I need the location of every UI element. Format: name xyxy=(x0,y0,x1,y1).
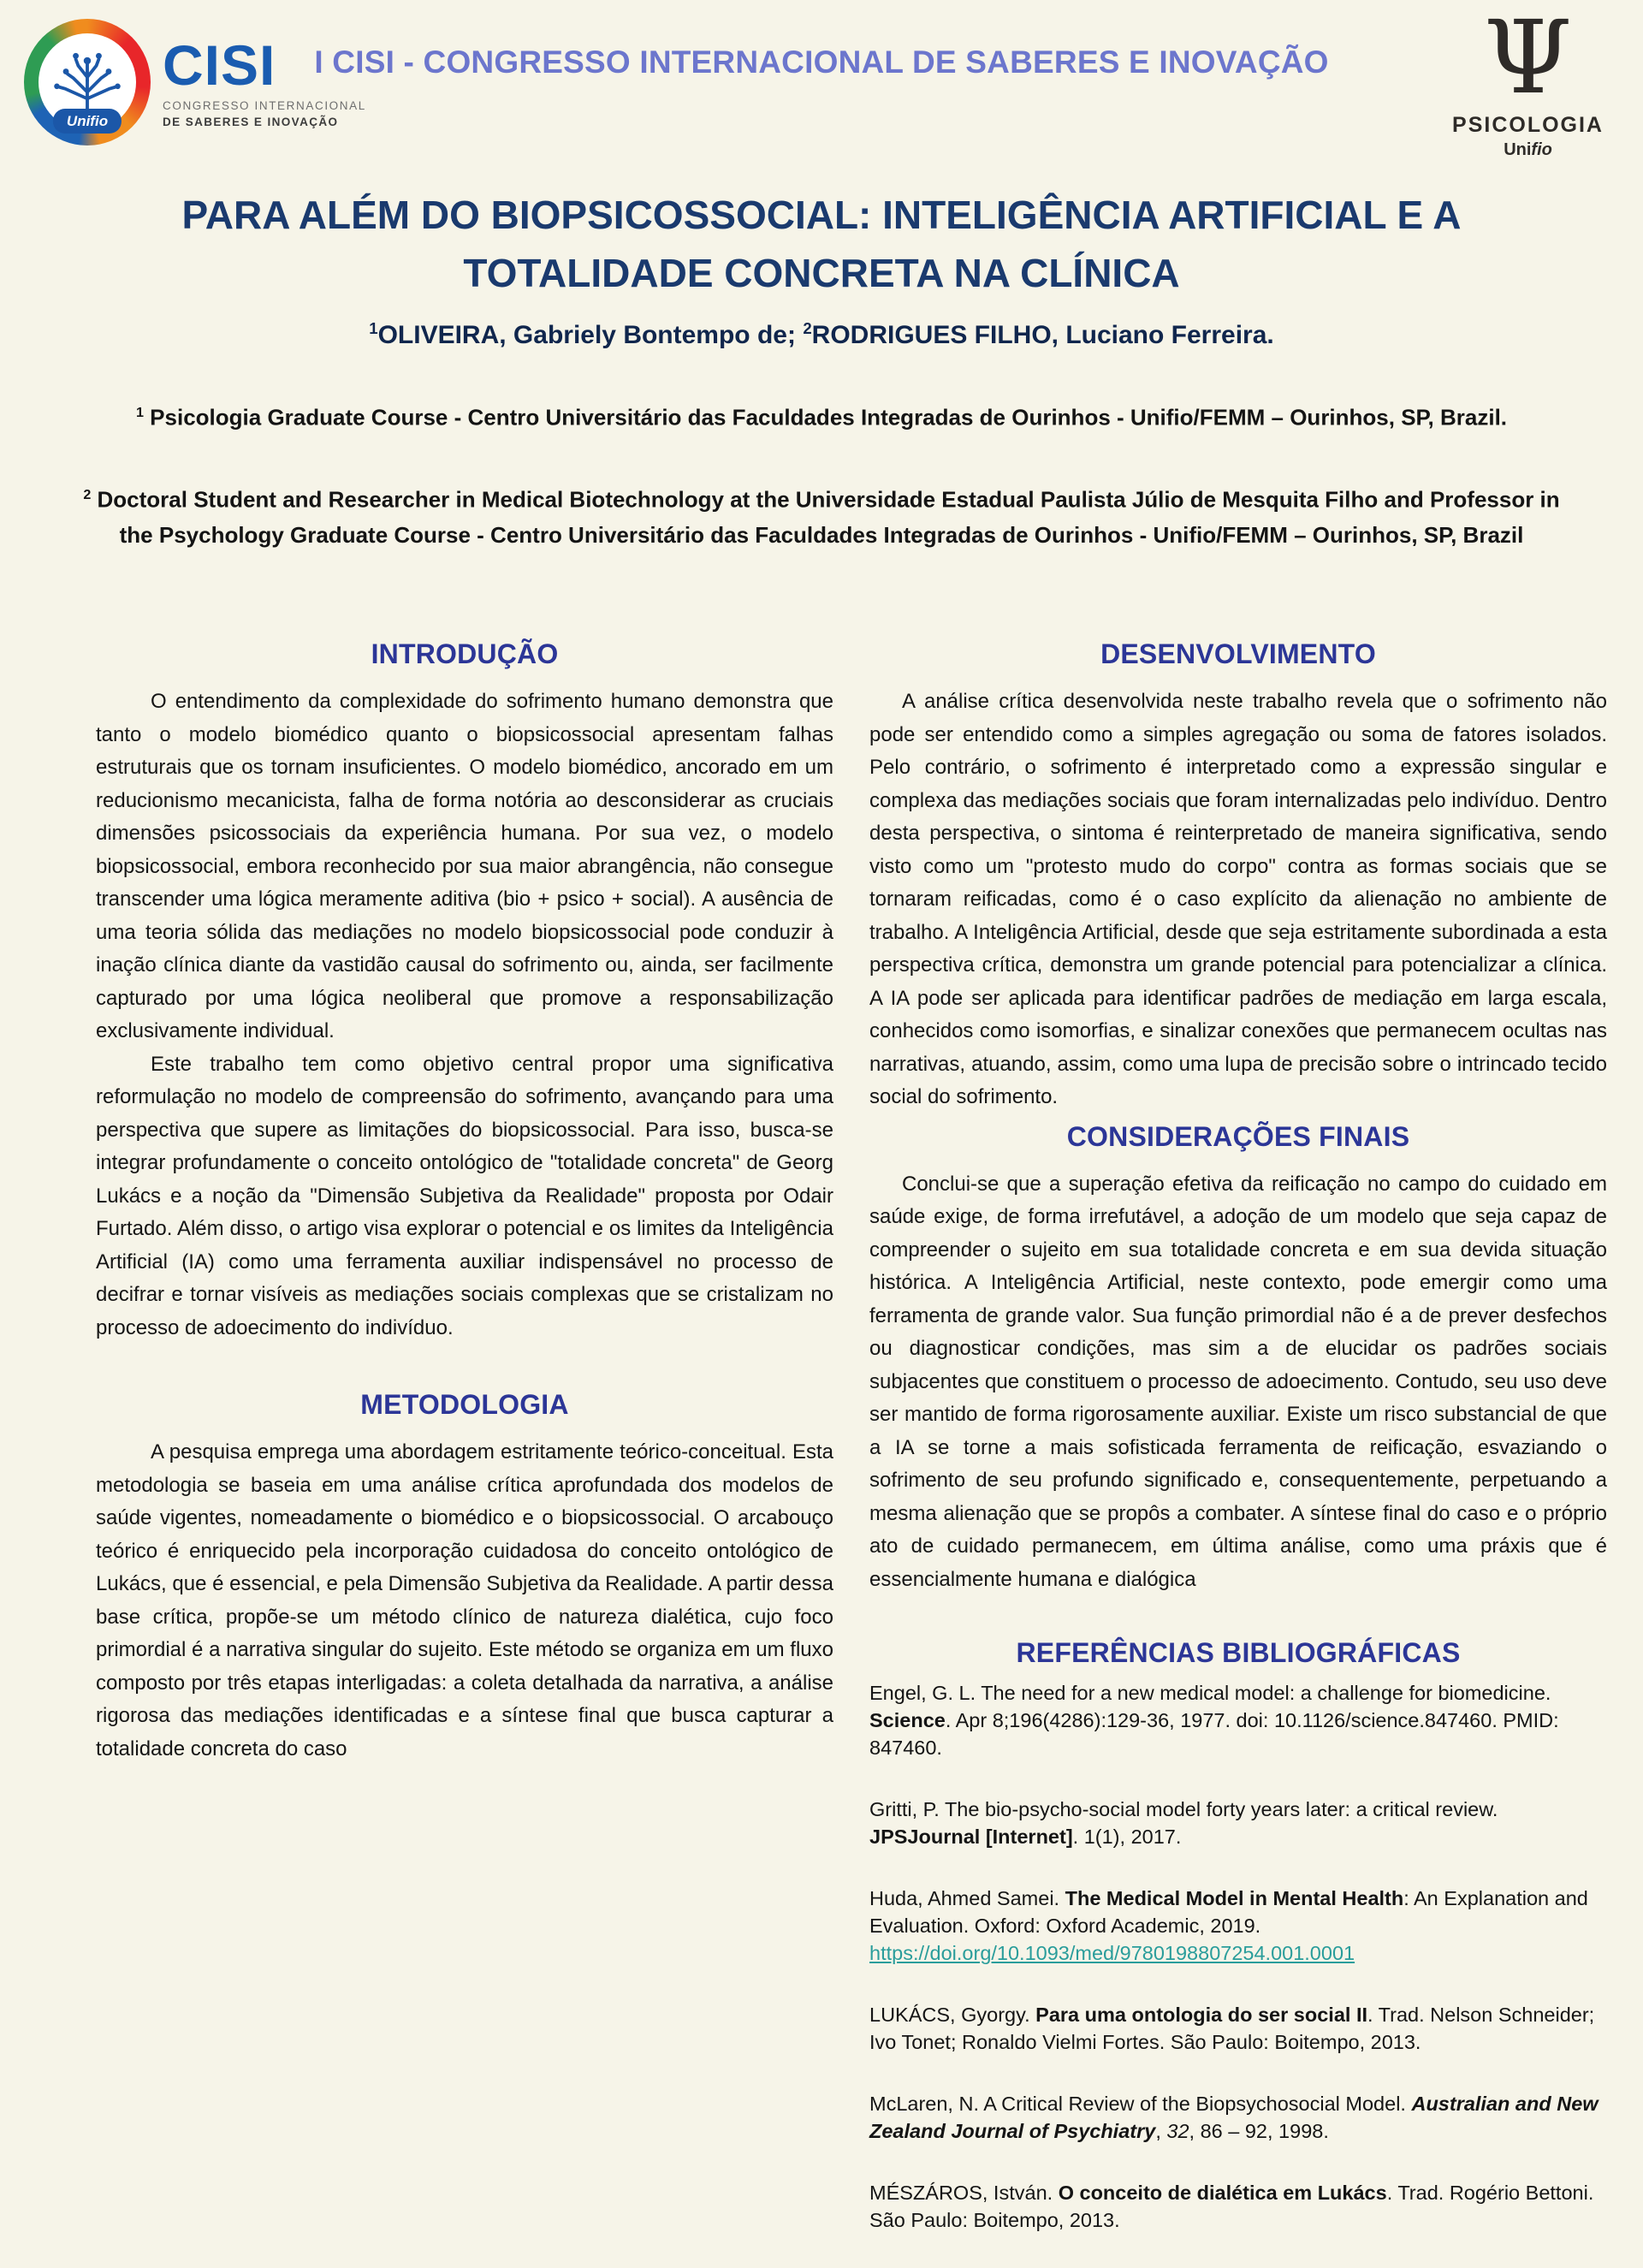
cisi-ring-icon xyxy=(24,19,151,145)
reference-text: Gritti, P. The bio-psycho-social model forty years later: a critical review. xyxy=(869,1798,1498,1821)
reference-text: . Trad. Rogério Bettoni. São Paulo: Boitempo, 2013. xyxy=(869,2182,1594,2232)
poster-body xyxy=(0,638,1643,2268)
unifio-brand-fio: fio xyxy=(1531,140,1552,159)
reference-text: . Apr 8;196(4286):129-36, 1977. doi: 10.1126/science.847460. PMID: 847460. xyxy=(869,1709,1559,1760)
congress-banner-title: I CISI - CONGRESSO INTERNACIONAL DE SABERES E INOVAÇÃO xyxy=(314,45,1329,80)
affiliation-2 xyxy=(77,477,1566,554)
poster-title xyxy=(120,186,1523,302)
header xyxy=(0,0,1643,167)
unifio-badge: Unifio xyxy=(53,109,122,134)
reference-text: Para uma ontologia do ser social II xyxy=(1035,2004,1368,2027)
reference-text: , 86 – 92, 1998. xyxy=(1189,2120,1329,2143)
reference-text: Huda, Ahmed Samei. xyxy=(869,1887,1065,1910)
affiliation-1-text: Psicologia Graduate Course - Centro Universitário das Faculdades Integradas de Ourinhos - Unifio/FEMM – Ourinhos, SP, Brazil. xyxy=(143,404,1508,430)
metodologia-paragraph: A pesquisa emprega uma abordagem estritamente teórico-conceitual. Esta metodologia se baseia em uma análise crítica aprofundada dos modelos de saúde vigentes, nomeadamente o biomédico e o biopsicossocial. O arcabouço teórico é enriquecido pela incorporação cuidadosa do conceito ontológico de Lukács, que é essencial, e pela Dimensão Subjetiva da Realidade. A partir dessa base crítica, propõe-se um método clínico de natureza dialética, cujo foco primordial é a narrativa singular do sujeito. Este método se organiza em um fluxo composto por três etapas interligadas: a coleta detalhada da narrativa, a análise rigorosa das mediações identificadas e a síntese final que busca capturar a totalidade concreta do caso xyxy=(96,1440,833,1760)
author-name-1: OLIVEIRA, Gabriely Bontempo de; xyxy=(377,321,804,349)
reference-text: : An Explanation and Evaluation. Oxford: Oxford Academic, 2019. xyxy=(869,1887,1588,1938)
reference-text: Engel, G. L. The need for a new medical model: a challenge for biomedicine. xyxy=(869,1682,1551,1705)
reference-doi-link[interactable]: https://doi.org/10.1093/med/9780198807254.001.0001 xyxy=(869,1942,1355,1965)
references-list xyxy=(869,1679,1607,2234)
introducao-heading: INTRODUÇÃO xyxy=(371,638,559,670)
reference-text: MÉSZÁROS, István. xyxy=(869,2182,1059,2205)
reference-text: , xyxy=(1155,2120,1167,2143)
reference-text: . Trad. Nelson Schneider; Ivo Tonet; Ronaldo Vielmi Fortes. São Paulo: Boitempo, 2013. xyxy=(869,2004,1595,2054)
unifio-brand-uni: Uni xyxy=(1504,140,1532,159)
reference-text: LUKÁCS, Gyorgy. xyxy=(869,2004,1036,2027)
metodologia-heading: METODOLOGIA xyxy=(360,1389,569,1421)
cisi-subtitle-line2: DE SABERES E INOVAÇÃO xyxy=(163,115,339,128)
author-name-2: RODRIGUES FILHO, Luciano Ferreira. xyxy=(811,321,1274,349)
affiliation-1-superscript: 1 xyxy=(135,405,144,420)
column-right xyxy=(869,638,1607,2268)
poster-title-line2: TOTALIDADE CONCRETA NA CLÍNICA xyxy=(463,251,1180,295)
psicologia-logo xyxy=(1452,0,1604,160)
reference-item xyxy=(869,1885,1607,1967)
psicologia-label: PSICOLOGIA xyxy=(1452,112,1604,137)
cisi-subtitle-line1: CONGRESSO INTERNACIONAL xyxy=(163,99,366,112)
reference-text: JPSJournal [Internet] xyxy=(869,1826,1073,1849)
affiliation-2-text: Doctoral Student and Researcher in Medical Biotechnology at the Universidade Estadual Paulista Júlio de Mesquita Filho and Professor in the Psychology Graduate Course - Centro Universitário das Faculdades Integradas de Ourinhos - Unifio/FEMM – Ourinhos, SP, Brazil xyxy=(91,486,1560,549)
cisi-wordmark: CISI xyxy=(163,33,276,97)
reference-text: O conceito de dialética em Lukács xyxy=(1058,2182,1387,2205)
column-left xyxy=(96,638,833,1766)
consideracoes-finais-heading: CONSIDERAÇÕES FINAIS xyxy=(1066,1120,1410,1152)
psi-icon: Ψ xyxy=(1483,0,1573,116)
reference-item xyxy=(869,2001,1607,2056)
authors-line xyxy=(0,319,1643,350)
desenvolvimento-heading: DESENVOLVIMENTO xyxy=(1100,638,1376,670)
cisi-logo xyxy=(24,19,366,145)
reference-text: McLaren, N. A Critical Review of the Biopsychosocial Model. xyxy=(869,2093,1412,2116)
reference-text: 32 xyxy=(1166,2120,1189,2143)
desenvolvimento-paragraph: A análise crítica desenvolvida neste trabalho revela que o sofrimento não pode ser entendido como a simples agregação ou soma de fatores isolados. Pelo contrário, o sofrimento é interpretado como a expressão singular e complexa das mediações sociais que foram internalizadas pelo indivíduo. Dentro desta perspectiva, o sintoma é reinterpretado de maneira significativa, sendo visto como um "protesto mudo do corpo" contra as formas sociais que se tornaram reificadas, como é o caso explícito da alienação no ambiente de trabalho. A Inteligência Artificial, desde que seja estritamente subordinada a esta perspectiva crítica, demonstra um grande potencial para potencializar a clínica. A IA pode ser aplicada para identificar padrões de mediação em larga escala, conhecidos como isomorfias, e sinalizar conexões que permanecem ocultas nas narrativas, atuando, assim, como uma lupa de precisão sobre o intrincado tecido social do sofrimento. xyxy=(869,690,1607,1109)
author-superscript-1: 1 xyxy=(369,319,378,337)
reference-item xyxy=(869,2179,1607,2234)
affiliation-1 xyxy=(77,395,1566,436)
author-superscript-2: 2 xyxy=(803,319,812,337)
introducao-paragraph-2: Este trabalho tem como objetivo central propor uma significativa reformulação no modelo de compreensão do sofrimento, avançando para uma perspectiva que supere as limitações do biopsicossocial. Para isso, busca-se integrar profundamente o conceito ontológico de "totalidade concreta" de Georg Lukács e a noção da "Dimensão Subjetiva da Realidade" proposta por Odair Furtado. Além disso, o artigo visa explorar o potencial e os limites da Inteligência Artificial (IA) como uma ferramenta auxiliar indispensável no processo de decifrar e tornar visíveis as mediações sociais complexas que se cristalizam no processo de adoecimento do indivíduo. xyxy=(96,1052,833,1339)
introducao-paragraph-1: O entendimento da complexidade do sofrimento humano demonstra que tanto o modelo biomédico quanto o biopsicossocial apresentam falhas estruturais que os tornam insuficientes. O modelo biomédico, ancorado em um reducionismo mecanicista, falha de forma notória ao desconsiderar as cruciais dimensões psicossociais da experiência humana. Por sua vez, o modelo biopsicossocial, embora reconhecido por sua maior abrangência, não consegue transcender uma lógica meramente aditiva (bio + psico + social). A ausência de uma teoria sólida das mediações no modelo biopsicossocial pode conduzir à inação clínica diante da vastidão causal do sofrimento ou, ainda, ser facilmente capturado por uma lógica neoliberal que promove a responsabilização exclusivamente individual. xyxy=(96,690,833,1043)
affiliation-2-superscript: 2 xyxy=(83,486,92,502)
referencias-heading: REFERÊNCIAS BIBLIOGRÁFICAS xyxy=(1016,1637,1461,1669)
reference-item xyxy=(869,1679,1607,1761)
reference-text: . 1(1), 2017. xyxy=(1072,1826,1182,1849)
consideracoes-finais-paragraph: Conclui-se que a superação efetiva da reificação no campo do cuidado em saúde exige, de forma irrefutável, a adoção de um modelo que seja capaz de compreender o sujeito em sua totalidade concreta e em sua devida situação histórica. A Inteligência Artificial, neste contexto, pode emergir como uma ferramenta de grande valor. Sua função primordial não é a de prever desfechos ou diagnosticar condições, mas sim a de elucidar os padrões sociais subjacentes que constituem o processo de adoecimento. Contudo, seu uso deve ser mantido de forma rigorosamente auxiliar. Existe um risco substancial de que a IA se torne a mais sofisticada ferramenta de reificação, esvaziando o sofrimento de seu profundo significado e, consequentemente, perpetuando a mesma alienação que se propôs a combater. A síntese final do caso e o próprio ato de cuidado permanecem, em última análise, como uma práxis que é essencialmente humana e dialógica xyxy=(869,1172,1607,1591)
reference-item xyxy=(869,2090,1607,2145)
reference-text: Australian and New Zealand Journal of Psychiatry xyxy=(869,2093,1599,2143)
reference-text: Science xyxy=(869,1709,946,1732)
reference-text: The Medical Model in Mental Health xyxy=(1065,1887,1404,1910)
poster-title-line1: PARA ALÉM DO BIOPSICOSSOCIAL: INTELIGÊNCIA ARTIFICIAL E A xyxy=(181,193,1462,237)
reference-item xyxy=(869,1796,1607,1850)
unifio-brand xyxy=(1504,140,1552,160)
